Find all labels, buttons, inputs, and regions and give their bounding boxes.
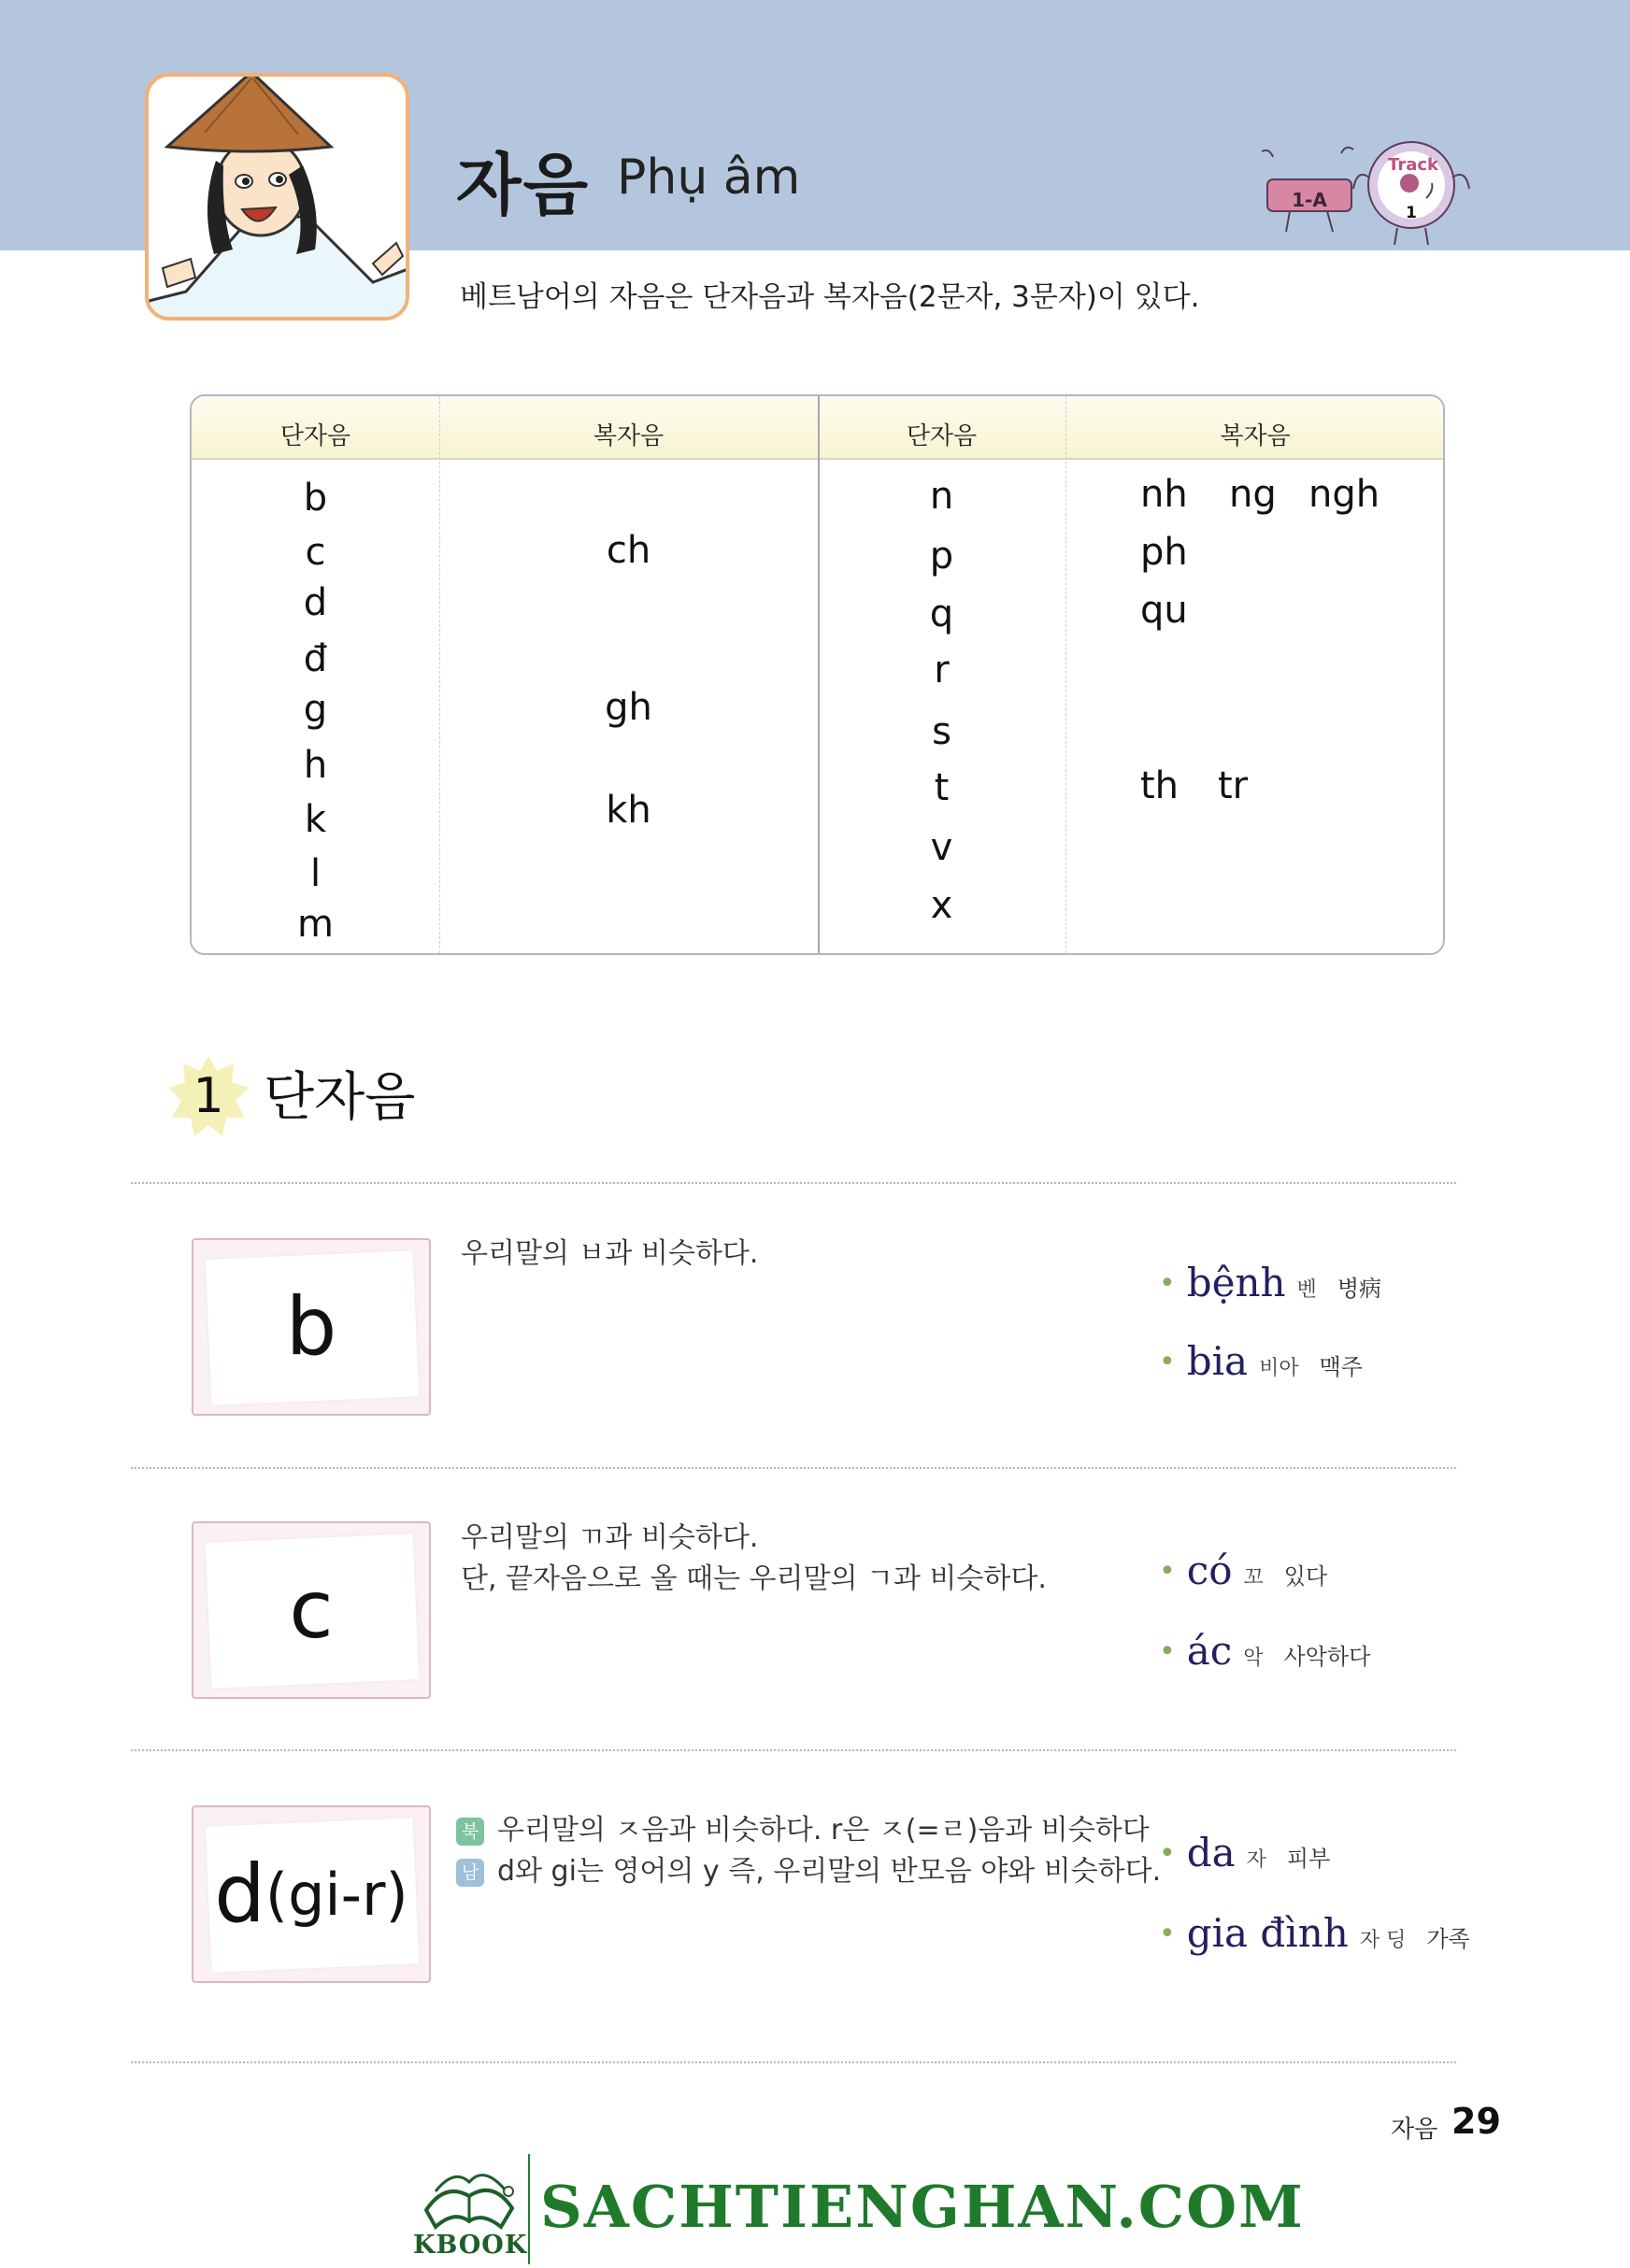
- bullet-icon: •: [1159, 1346, 1176, 1378]
- section-title: 단자음: [264, 1067, 416, 1128]
- consonant-cell: c: [305, 531, 326, 574]
- letter-card-letter: b: [285, 1280, 337, 1374]
- page-title: 자음: [456, 146, 591, 224]
- compound-cell: ch: [606, 529, 651, 572]
- table-header-single-1: 단자음: [279, 422, 351, 450]
- compound-cell: ngh: [1308, 473, 1380, 516]
- letter-card-suffix: (gi-r): [265, 1860, 408, 1929]
- compound-cell: ng: [1229, 473, 1277, 516]
- bullet-icon: •: [1159, 1918, 1176, 1950]
- consonant-cell: v: [930, 826, 953, 869]
- example-pronunciation: 자 딩: [1359, 1929, 1407, 1952]
- bullet-icon: •: [1159, 1267, 1176, 1300]
- compound-cell: nh: [1140, 473, 1188, 516]
- consonant-cell: h: [303, 744, 328, 787]
- intro-text: 베트남어의 자음은 단자음과 복자음(2문자, 3문자)이 있다.: [460, 280, 1200, 314]
- consonant-cell: x: [930, 884, 953, 927]
- consonant-cell: p: [929, 535, 954, 578]
- example-item: [1159, 1338, 1363, 1384]
- table-header-single-2: 단자음: [906, 422, 978, 450]
- north-dialect-tag: 북: [456, 1818, 484, 1846]
- page-number: 29: [1451, 2101, 1501, 2142]
- example-pronunciation: 비아: [1259, 1357, 1299, 1380]
- example-meaning: 있다: [1283, 1563, 1328, 1590]
- consonant-cell: l: [309, 852, 322, 895]
- audio-track-badge[interactable]: [1252, 140, 1477, 252]
- example-meaning: 병病: [1337, 1276, 1381, 1302]
- compound-cell: ph: [1140, 531, 1188, 574]
- site-watermark: SACHTIENGHAN.COM: [540, 2173, 1305, 2241]
- table-header-compound-1: 복자음: [593, 422, 665, 450]
- description-line: 우리말의 ㅈ음과 비슷하다. r은 ㅈ(=ㄹ)음과 비슷하다: [497, 1814, 1150, 1847]
- example-meaning: 사악하다: [1283, 1644, 1371, 1670]
- track-number: 1: [1406, 204, 1417, 222]
- bullet-icon: •: [1159, 1635, 1176, 1668]
- consonant-cell: g: [303, 688, 328, 731]
- column-divider: [1065, 396, 1066, 953]
- letter-card: [192, 1238, 431, 1416]
- example-word: bia: [1186, 1338, 1249, 1384]
- consonant-cell: r: [934, 649, 950, 692]
- footer-divider: [528, 2154, 530, 2264]
- compound-cell: qu: [1140, 589, 1188, 632]
- consonant-table: [190, 394, 1445, 955]
- compound-cell: kh: [606, 789, 651, 832]
- example-word: da: [1186, 1830, 1236, 1876]
- footer-chapter-label: 자음: [1391, 2116, 1438, 2144]
- letter-card-letter: d: [214, 1847, 265, 1941]
- description-line: 단, 끝자음으로 올 때는 우리말의 ㄱ과 비슷하다.: [461, 1562, 1047, 1595]
- example-pronunciation: 자: [1246, 1848, 1266, 1872]
- consonant-cell: b: [303, 477, 328, 520]
- bullet-icon: •: [1159, 1837, 1176, 1870]
- example-word: ác: [1186, 1628, 1233, 1674]
- example-item: [1159, 1548, 1327, 1593]
- description-line: 우리말의 ㄲ과 비슷하다.: [461, 1521, 759, 1554]
- consonant-cell: d: [303, 581, 328, 624]
- consonant-cell: q: [929, 592, 954, 635]
- entry-description: [461, 1518, 1047, 1600]
- south-dialect-tag: 남: [456, 1859, 484, 1887]
- dotted-divider: [131, 1467, 1456, 1469]
- example-meaning: 가족: [1426, 1926, 1470, 1952]
- section-number: 1: [193, 1068, 224, 1124]
- compound-cell: tr: [1218, 764, 1249, 807]
- example-item: [1159, 1830, 1330, 1876]
- consonant-cell: s: [932, 710, 951, 753]
- example-item: [1159, 1628, 1370, 1674]
- example-meaning: 피부: [1286, 1846, 1331, 1872]
- compound-cell: gh: [605, 686, 652, 729]
- table-header-compound-2: 복자음: [1220, 422, 1291, 450]
- dotted-divider: [131, 2061, 1456, 2063]
- example-pronunciation: 꼬: [1243, 1566, 1264, 1590]
- example-word: bệnh: [1186, 1260, 1286, 1305]
- example-pronunciation: 벤: [1296, 1278, 1317, 1302]
- example-item: [1159, 1260, 1381, 1305]
- example-pronunciation: 악: [1243, 1647, 1264, 1670]
- example-meaning: 맥주: [1319, 1354, 1363, 1380]
- entry-description: [456, 1810, 1161, 1892]
- column-divider: [439, 396, 440, 953]
- example-item: [1159, 1910, 1470, 1956]
- bullet-icon: •: [1159, 1555, 1176, 1588]
- page-title-vietnamese: Phụ âm: [617, 150, 801, 206]
- kbook-logo-text: KBOOK: [413, 2231, 528, 2260]
- description-line: 우리말의 ㅂ과 비슷하다.: [461, 1237, 759, 1270]
- consonant-cell: m: [297, 903, 334, 946]
- consonant-cell: t: [934, 766, 950, 809]
- letter-card-letter: c: [289, 1563, 334, 1657]
- consonant-cell: n: [929, 475, 954, 518]
- entry-description: [461, 1234, 758, 1275]
- track-code: 1-A: [1292, 189, 1327, 211]
- letter-card: [192, 1805, 431, 1983]
- dotted-divider: [131, 1182, 1456, 1184]
- example-word: có: [1186, 1548, 1233, 1593]
- letter-card: [192, 1521, 431, 1699]
- description-line: d와 gi는 영어의 y 즉, 우리말의 반모음 야와 비슷하다.: [497, 1855, 1162, 1888]
- mascot-illustration: [145, 73, 409, 321]
- track-label: Track: [1388, 155, 1438, 175]
- consonant-cell: đ: [303, 637, 328, 680]
- compound-cell: th: [1140, 764, 1180, 807]
- example-word: gia đình: [1186, 1910, 1349, 1956]
- dotted-divider: [131, 1749, 1456, 1751]
- consonant-cell: k: [304, 798, 327, 841]
